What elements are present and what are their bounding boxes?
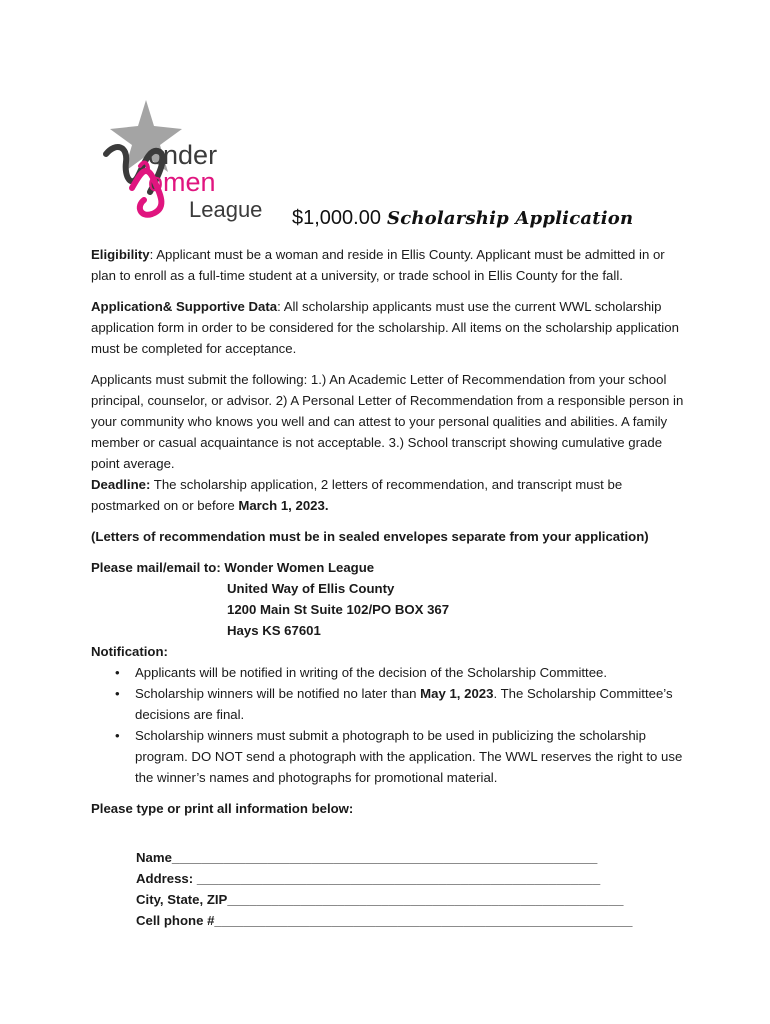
mail-row-4 xyxy=(91,620,691,641)
city-state-zip-field[interactable]: City, State, ZIP______________________________________________________ xyxy=(136,892,624,907)
notification-label: Notification: xyxy=(91,644,168,659)
name-field[interactable]: Name__________________________________________________________ xyxy=(136,850,598,865)
deadline-label: Deadline: xyxy=(91,477,151,492)
application-paragraph xyxy=(91,296,691,359)
mail-line-4: Hays KS 67601 xyxy=(227,623,321,638)
deadline-paragraph xyxy=(91,474,691,516)
address-field[interactable]: Address: _______________________________________________________ xyxy=(136,871,601,886)
form-fields xyxy=(136,847,691,931)
logo-line-women: omen xyxy=(148,167,216,197)
scholarship-amount: $1,000.00 xyxy=(292,207,381,229)
eligibility-paragraph xyxy=(91,244,691,286)
form-heading-text: Please type or print all information below: xyxy=(91,801,354,816)
notification-date: May 1, 2023 xyxy=(420,686,494,701)
notification-item: • Applicants will be notified in writing of the decision of the Scholarship Committee. xyxy=(135,662,691,683)
requirements-paragraph: Applicants must submit the following: 1.) An Academic Letter of Recommendation from your school principal, counselor, or advisor. 2) A Personal Letter of Recommendation from a responsible person in your community who knows you well and can attest to your personal qualities and abilities. A family member or casual acquaintance is not acceptable. 3.) School transcript showing cumulative grade point average. xyxy=(91,372,684,471)
eligibility-label: Eligibility xyxy=(91,247,150,262)
mail-label: Please mail/email to: xyxy=(91,560,225,575)
application-label: Application& Supportive Data xyxy=(91,299,278,314)
mailing-address xyxy=(91,557,691,641)
deadline-text: The scholarship application, 2 letters of recommendation, and transcript must be postmarked on or before xyxy=(91,477,623,513)
mail-row-1 xyxy=(91,557,691,578)
application-text: : All scholarship applicants must use the current WWL scholarship application form in order to be considered for the scholarship. All items on the scholarship application must be completed for acceptance. xyxy=(91,299,679,356)
eligibility-text: : Applicant must be a woman and reside in Ellis County. Applicant must be admitted in or plan to enroll as a full-time student at a university, or trade school in Ellis County for the fall. xyxy=(91,247,665,283)
logo-line-wonder: onder xyxy=(148,140,218,170)
sealed-note xyxy=(91,526,691,547)
cell-phone-field[interactable]: Cell phone #_________________________________________________________ xyxy=(136,913,633,928)
notification-item xyxy=(135,683,691,725)
wonder-women-league-logo xyxy=(88,96,288,228)
document-body xyxy=(91,244,691,931)
logo-line-league: League xyxy=(189,197,263,222)
title-label: Scholarship Application xyxy=(387,208,634,229)
notification-item-text: . The Scholarship Committee’s decisions are final. xyxy=(135,686,673,722)
notification-item-text: Scholarship winners will be notified no later than xyxy=(135,686,421,701)
notification-item: • Scholarship winners must submit a photograph to be used in publicizing the scholarship program. DO NOT send a photograph with the application. The WWL reserves the right to use the winner’s names and photographs for promotional material. xyxy=(135,725,691,788)
form-heading xyxy=(91,798,691,819)
notification-heading xyxy=(91,641,691,662)
mail-line-1: Wonder Women League xyxy=(224,560,375,575)
mail-line-2: United Way of Ellis County xyxy=(227,581,395,596)
sealed-note-text: (Letters of recommendation must be in sealed envelopes separate from your application) xyxy=(91,529,649,544)
deadline-date: March 1, 2023. xyxy=(238,498,329,513)
mail-row-3 xyxy=(91,599,691,620)
mail-line-3: 1200 Main St Suite 102/PO BOX 367 xyxy=(227,602,450,617)
notification-list xyxy=(91,662,691,788)
mail-row-2 xyxy=(91,578,691,599)
page-title xyxy=(292,207,633,230)
